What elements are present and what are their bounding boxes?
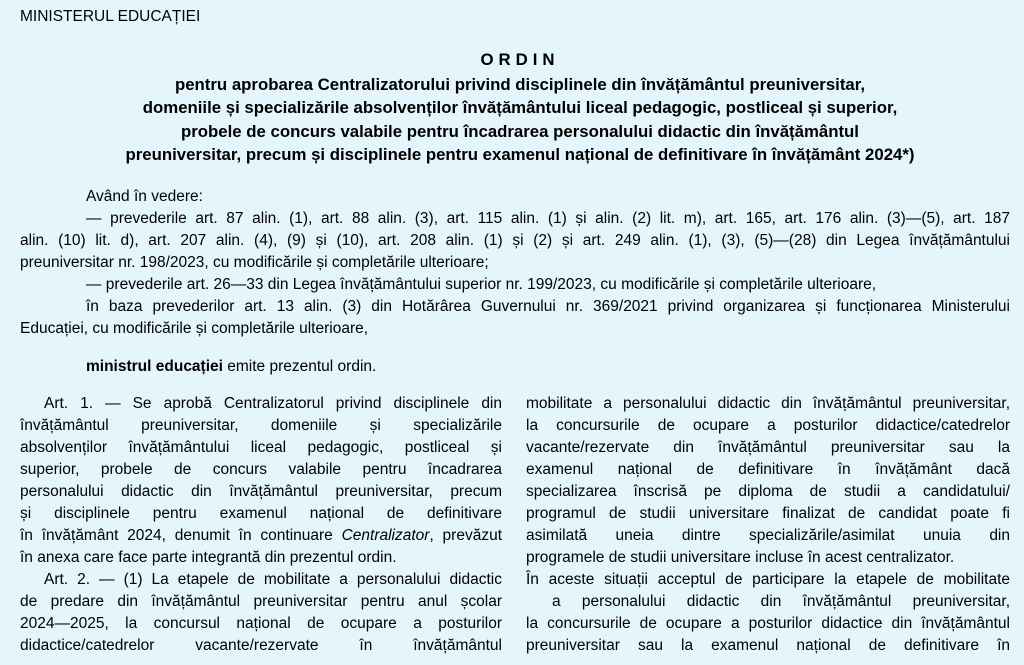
article-line: superior, probele de concurs valabile pentru încadrarea [20,461,502,478]
left-column [20,393,502,657]
title-line-2: domeniile și specializările absolvenților învățământului liceal pedagogic, postliceal și superior, [142,98,898,117]
article-line: programul de studii universitare finalizat de candidat poate fi [526,505,1010,522]
article-line: absolvenților învățământului liceal pedagogic, postliceal și [20,439,502,456]
article-line: Art. 1. — Se aprobă Centralizatorul privind disciplinele din [44,395,502,412]
preamble-line: în baza prevederilor art. 13 alin. (3) din Hotărârea Guvernului nr. 369/2021 privind organizarea și funcționarea Ministerului [86,298,1010,315]
italic-term: Centralizator [341,527,430,544]
preamble [20,186,1010,340]
article-line: mobilitate a personalului didactic din învățământul preuniversitar, [526,395,1010,412]
preamble-line: Educației, cu modificările și completările ulterioare, [20,320,369,337]
article-line: asimilată uneia dintre specializările/asimilat unuia din [526,527,1010,544]
title-line-4: preuniversitar, precum și disciplinele pentru examenul național de definitivare în învățământ 2024*) [125,145,915,164]
preamble-line: alin. (10) lit. d), art. 207 alin. (4), (9) și (10), art. 208 alin. (1) și (2) și art. 249 alin. (1), (3), (5)—(28) din Legea învățământului [20,232,1010,249]
ministry-header: MINISTERUL EDUCAȚIEI [20,8,201,25]
article-line: a personalului didactic din învățământul preuniversitar, [552,593,1010,610]
title-line-1: pentru aprobarea Centralizatorului privind disciplinele din învățământul preuniversitar, [174,74,866,94]
article-line: specializarea înscrisă pe diploma de studii a candidatului/ [526,483,1010,500]
article-line: vacante/rezervate din învățământul preuniversitar sau la [526,439,1010,456]
article-line: la concursurile de ocupare a posturilor didactice din învățământul [526,615,1010,632]
article-line: 2024—2025, la concursul național de ocupare a posturilor [20,615,502,632]
issuer-name: ministrul educației [86,358,223,375]
order-title [40,48,1000,167]
article-line: învățământul preuniversitar, domeniile și specializările [20,417,502,434]
article-line: la concursurile de ocupare a posturilor didactice/catedrelor [526,417,1010,434]
issuing-text: emite prezentul ordin. [222,358,377,375]
right-column [526,393,1010,657]
preamble-line: — prevederile art. 26—33 din Legea învățământului superior nr. 199/2023, cu modificările și completările ulterioare, [86,276,877,293]
preamble-line: preuniversitar nr. 198/2023, cu modificările și completările ulterioare; [20,254,489,271]
preamble-line: — prevederile art. 87 alin. (1), art. 88 alin. (3), art. 115 alin. (1) și alin. (2) lit. m), art. 165, art. 176 alin. (3)—(5), art. 187 [86,210,1010,227]
preamble-line: Având în vedere: [86,188,203,205]
title-word: ORDIN [480,50,560,69]
article-line: didactice/catedrelor vacante/rezervate în învățământul [20,637,502,654]
article-line: de predare din învățământul preuniversitar pentru anul școlar [20,593,502,610]
article-line: personalului didactic din învățământul preuniversitar, precum [20,483,502,500]
article-line: în anexa care face parte integrantă din prezentul ordin. [20,549,397,566]
issuing-statement [86,356,376,378]
article-line: programele de studii universitare incluse în acest centralizator. [526,549,955,566]
article-text: , prevăzut [429,527,502,544]
article-line: Art. 2. — (1) La etapele de mobilitate a personalului didactic [44,571,502,588]
title-line-3: probele de concurs valabile pentru încadrarea personalului didactic din învățământul [181,121,859,141]
article-line: În aceste situații acceptul de participare la etapele de mobilitate [526,571,1010,588]
article-line: și disciplinele pentru examenul național de definitivare [20,505,502,522]
article-line: preuniversitar sau la examenul național de definitivare în [526,637,1010,654]
article-line: examenul național de definitivare în învățământ dacă [526,461,1010,478]
article-text: în învățământ 2024, denumit în continuare [20,527,342,544]
article-line-with-italic [20,525,502,547]
